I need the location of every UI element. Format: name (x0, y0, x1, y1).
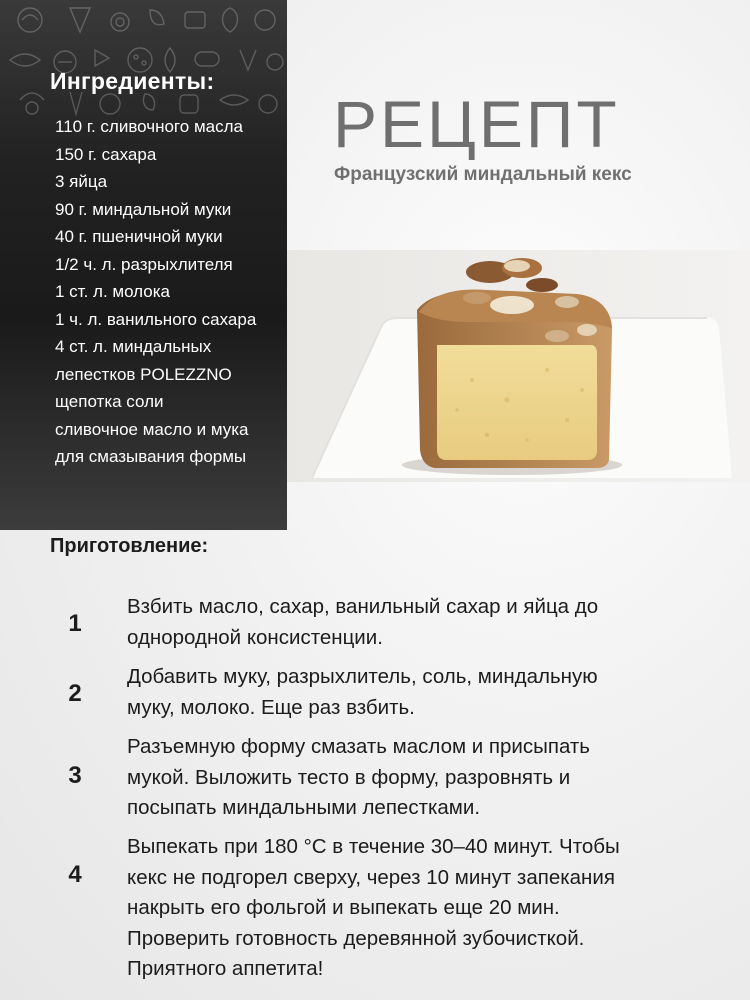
step-number: 1 (68, 610, 82, 637)
ingredient-item: 3 яйца (55, 172, 108, 191)
step-number: 3 (68, 762, 82, 789)
step-text-line: кекс не подгорел сверху, через 10 минут запекания (127, 865, 615, 889)
step-text-line: мукой. Выложить тесто в форму, разровнять и (127, 765, 571, 789)
ingredient-item: для смазывания формы (55, 447, 247, 466)
recipe-title: РЕЦЕПТ (333, 87, 620, 161)
step-text-line: Взбить масло, сахар, ванильный сахар и яйца до (127, 595, 599, 618)
step-text (127, 732, 727, 824)
step-text-line: накрыть его фольгой и выпекать еще 20 мин. (127, 896, 560, 919)
ingredient-item: 1/2 ч. л. разрыхлителя (55, 254, 233, 274)
ingredient-item: 4 ст. л. миндальных (55, 337, 212, 356)
food-doodle-pattern (0, 0, 287, 130)
step-text (127, 832, 727, 985)
ingredient-item: 150 г. сахара (55, 144, 157, 164)
step-text-line: Проверить готовность деревянной зубочисткой. (127, 926, 585, 950)
step-text (127, 592, 727, 653)
step-text-line: муку, молоко. Еще раз взбить. (127, 695, 415, 719)
ingredient-item: 1 ч. л. ванильного сахара (55, 309, 257, 329)
ingredients-panel (0, 0, 287, 530)
ingredient-item: сливочное масло и мука (55, 419, 249, 439)
step-number: 2 (68, 680, 82, 707)
preparation-title: Приготовление: (50, 535, 209, 557)
ingredient-item: 1 ст. л. молока (55, 282, 170, 301)
step-number: 4 (68, 861, 82, 888)
step-text-line: Приятного аппетита! (127, 957, 324, 980)
recipe-subtitle: Французский миндальный кекс (334, 164, 632, 185)
ingredient-item: 40 г. пшеничной муки (55, 227, 223, 246)
ingredients-title: Ингредиенты: (50, 68, 215, 94)
almond-cake-photo (287, 250, 750, 482)
step-text-line: однородной консистенции. (127, 625, 383, 649)
step-text (127, 662, 727, 723)
step-text-line: Разъемную форму смазать маслом и присыпать (127, 735, 590, 758)
ingredient-item: лепестков POLEZZNO (55, 364, 232, 384)
step-text-line: Добавить муку, разрыхлитель, соль, миндальную (127, 665, 598, 688)
ingredient-item: 110 г. сливочного масла (55, 117, 243, 136)
ingredients-list (55, 113, 256, 471)
step-text-line: Выпекать при 180 °C в течение 30–40 минут. Чтобы (127, 835, 620, 858)
ingredient-item: 90 г. миндальной муки (55, 199, 232, 219)
ingredient-item: щепотка соли (55, 392, 164, 411)
step-text-line: посыпать миндальными лепестками. (127, 796, 481, 819)
